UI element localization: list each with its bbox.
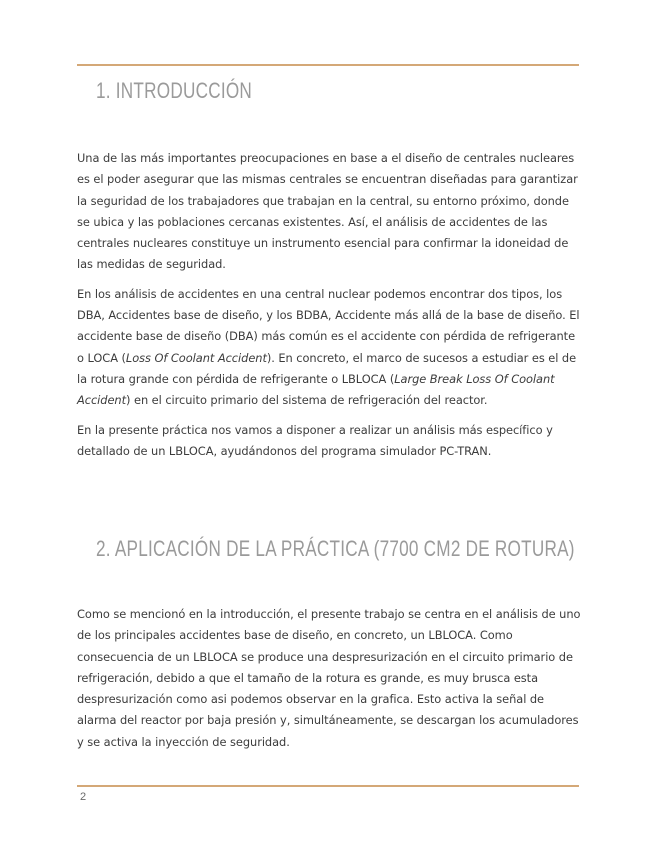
- section-introduccion: [77, 148, 581, 470]
- italic-term: Large Break Loss Of Coolant Accident: [77, 371, 555, 408]
- paragraph-text: ) en el circuito primario del sistema de refrigeración del reactor.: [126, 393, 488, 408]
- paragraph-text: En los análisis de accidentes en una central nuclear podemos encontrar dos tipos, los DBA, Accidentes base de diseño, y los BDBA, Accidente más allá de la base de diseño. El accidente base de diseño (DBA) más común es el accidente con pérdida de refrigerante o LOCA (: [77, 286, 580, 365]
- section-aplicacion: [77, 604, 581, 761]
- section-heading-introduccion: 1. INTRODUCCIÓN: [96, 78, 253, 103]
- bottom-rule: [77, 785, 579, 787]
- section-heading-aplicacion: 2. APLICACIÓN DE LA PRÁCTICA (7700 CM2 DE ROTURA): [96, 536, 575, 561]
- page-number: 2: [80, 791, 87, 803]
- paragraph: [77, 284, 581, 412]
- paragraph-text: ). En concreto, el marco de sucesos a estudiar es el de la rotura grande con pérdida de refrigerante o LBLOCA (: [77, 350, 577, 386]
- top-rule: [77, 64, 579, 66]
- italic-term: Loss Of Coolant Accident: [125, 350, 267, 365]
- paragraph: Como se mencionó en la introducción, el presente trabajo se centra en el análisis de uno de los principales accidentes base de diseño, en concreto, un LBLOCA. Como consecuencia de un LBLOCA se produce una despresurización en el circuito primario de refrigeración, debido a que el tamaño de la rotura es grande, es muy brusca esta despresurización como asi podemos observar en la grafica. Esto activa la señal de alarma del reactor por baja presión y, simultáneamente, se descargan los acumuladores y se activa la inyección de seguridad.: [77, 607, 581, 749]
- paragraph: Una de las más importantes preocupaciones en base a el diseño de centrales nucleares es el poder asegurar que las mismas centrales se encuentran diseñadas para garantizar la seguridad de los trabajadores que trabajan en la central, su entorno próximo, donde se ubica y las poblaciones cercanas existentes. Así, el análisis de accidentes de las centrales nucleares constituye un instrumento esencial para confirmar la idoneidad de las medidas de seguridad.: [77, 151, 578, 272]
- paragraph: En la presente práctica nos vamos a disponer a realizar un análisis más específico y detallado de un LBLOCA, ayudándonos del programa simulador PC-TRAN.: [77, 422, 553, 458]
